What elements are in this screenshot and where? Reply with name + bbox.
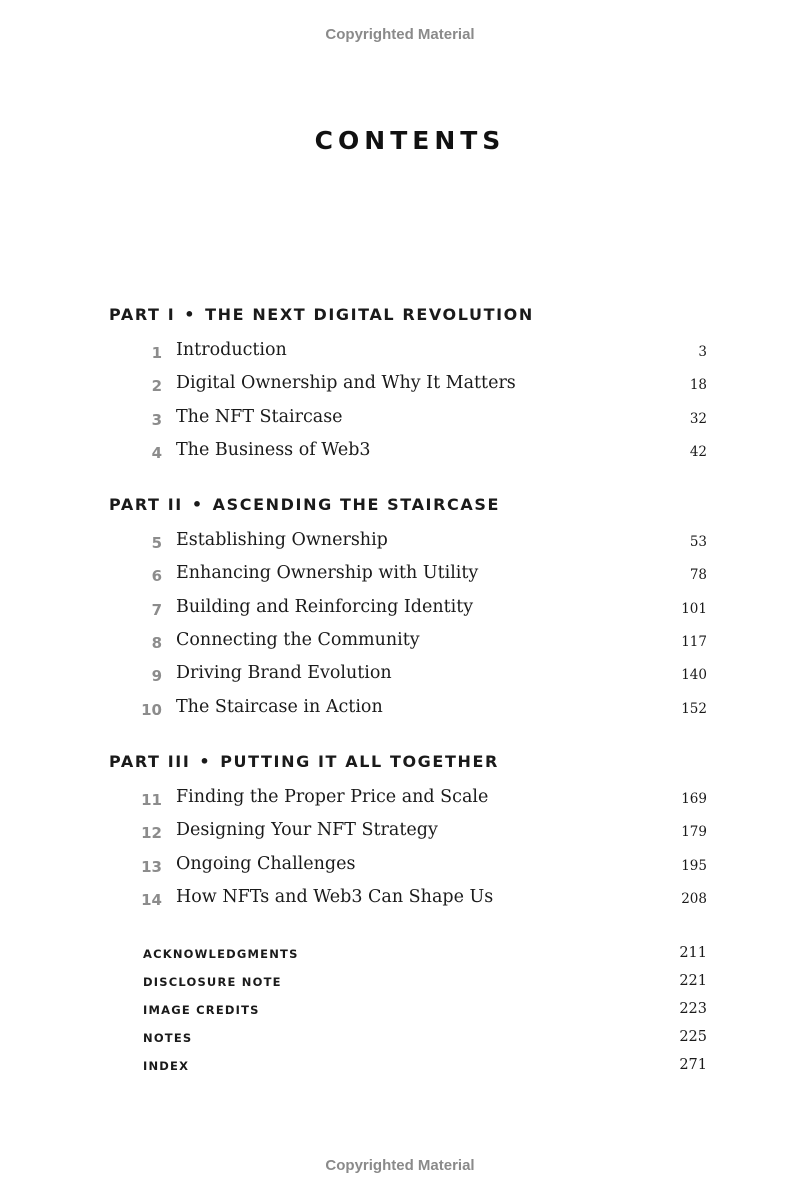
chapter-number: 9: [151, 667, 162, 685]
page-number: 117: [681, 634, 707, 650]
page-number: 221: [679, 973, 707, 989]
chapter-title: Finding the Proper Price and Scale: [176, 787, 489, 807]
separator-dot: •: [184, 305, 197, 324]
chapter-number: 2: [151, 377, 162, 395]
page-number: 169: [681, 791, 707, 807]
chapter-title: Digital Ownership and Why It Matters: [176, 373, 516, 393]
back-matter-title: NOTES: [143, 1031, 193, 1045]
chapter-number: 12: [141, 824, 162, 842]
chapter-number: 13: [141, 858, 162, 876]
part-label: PART III: [109, 752, 191, 771]
toc-entry-chapter-10[interactable]: [0, 697, 800, 727]
toc-entry-chapter-8[interactable]: [0, 630, 800, 660]
page-number: 140: [681, 667, 707, 683]
toc-entry-chapter-6[interactable]: [0, 563, 800, 593]
part-heading-2: [109, 495, 500, 514]
page-number: 3: [698, 344, 707, 360]
page-number: 271: [679, 1057, 707, 1073]
page-title: CONTENTS: [314, 126, 506, 155]
back-matter-title: IMAGE CREDITS: [143, 1003, 260, 1017]
chapter-title: Building and Reinforcing Identity: [176, 597, 474, 617]
page-number: 225: [679, 1029, 707, 1045]
copyright-watermark-top: Copyrighted Material: [325, 26, 475, 43]
chapter-number: 10: [141, 701, 162, 719]
part-heading-3: [109, 752, 499, 771]
chapter-title: Enhancing Ownership with Utility: [176, 563, 479, 583]
chapter-title: The Staircase in Action: [176, 697, 383, 717]
toc-entry-chapter-4[interactable]: [0, 440, 800, 470]
chapter-title: How NFTs and Web3 Can Shape Us: [176, 887, 494, 907]
page-number: 53: [689, 534, 707, 550]
page-number: 78: [689, 567, 707, 583]
part-heading-1: [109, 305, 534, 324]
chapter-number: 6: [151, 567, 162, 585]
chapter-number: 8: [151, 634, 162, 652]
chapter-number: 5: [151, 534, 162, 552]
chapter-title: Driving Brand Evolution: [176, 663, 392, 683]
toc-entry-chapter-13[interactable]: [0, 854, 800, 884]
chapter-title: Connecting the Community: [176, 630, 420, 650]
page-number: 101: [681, 601, 707, 617]
copyright-watermark-bottom: Copyrighted Material: [325, 1157, 475, 1174]
toc-entry-image-credits[interactable]: [0, 1001, 800, 1025]
toc-entry-chapter-7[interactable]: [0, 597, 800, 627]
toc-entry-notes[interactable]: [0, 1029, 800, 1053]
toc-entry-index[interactable]: [0, 1057, 800, 1081]
chapter-title: Ongoing Challenges: [176, 854, 356, 874]
page-number: 211: [679, 945, 707, 961]
back-matter-title: INDEX: [143, 1059, 190, 1073]
chapter-number: 14: [141, 891, 162, 909]
chapter-title: The Business of Web3: [176, 440, 371, 460]
page-number: 18: [689, 377, 707, 393]
page-number: 223: [679, 1001, 707, 1017]
part-title: PUTTING IT ALL TOGETHER: [220, 752, 499, 771]
page-number: 32: [689, 411, 707, 427]
page-number: 179: [681, 824, 707, 840]
back-matter-title: ACKNOWLEDGMENTS: [143, 947, 299, 961]
chapter-title: Designing Your NFT Strategy: [176, 820, 438, 840]
part-title: THE NEXT DIGITAL REVOLUTION: [205, 305, 534, 324]
toc-entry-chapter-9[interactable]: [0, 663, 800, 693]
part-label: PART II: [109, 495, 183, 514]
back-matter-title: DISCLOSURE NOTE: [143, 975, 282, 989]
chapter-title: Establishing Ownership: [176, 530, 388, 550]
toc-entry-acknowledgments[interactable]: [0, 945, 800, 969]
toc-entry-chapter-2[interactable]: [0, 373, 800, 403]
separator-dot: •: [199, 752, 212, 771]
separator-dot: •: [191, 495, 204, 514]
page-number: 208: [681, 891, 707, 907]
toc-entry-disclosure-note[interactable]: [0, 973, 800, 997]
chapter-number: 7: [151, 601, 162, 619]
chapter-number: 4: [151, 444, 162, 462]
toc-entry-chapter-3[interactable]: [0, 407, 800, 437]
toc-entry-chapter-11[interactable]: [0, 787, 800, 817]
chapter-title: Introduction: [176, 340, 287, 360]
page-number: 42: [689, 444, 707, 460]
chapter-number: 11: [141, 791, 162, 809]
part-title: ASCENDING THE STAIRCASE: [212, 495, 501, 514]
page-number: 152: [681, 701, 707, 717]
toc-entry-chapter-14[interactable]: [0, 887, 800, 917]
chapter-number: 3: [151, 411, 162, 429]
toc-entry-chapter-1[interactable]: [0, 340, 800, 370]
chapter-title: The NFT Staircase: [176, 407, 343, 427]
part-label: PART I: [109, 305, 176, 324]
toc-entry-chapter-12[interactable]: [0, 820, 800, 850]
toc-entry-chapter-5[interactable]: [0, 530, 800, 560]
page-number: 195: [681, 858, 707, 874]
chapter-number: 1: [151, 344, 162, 362]
